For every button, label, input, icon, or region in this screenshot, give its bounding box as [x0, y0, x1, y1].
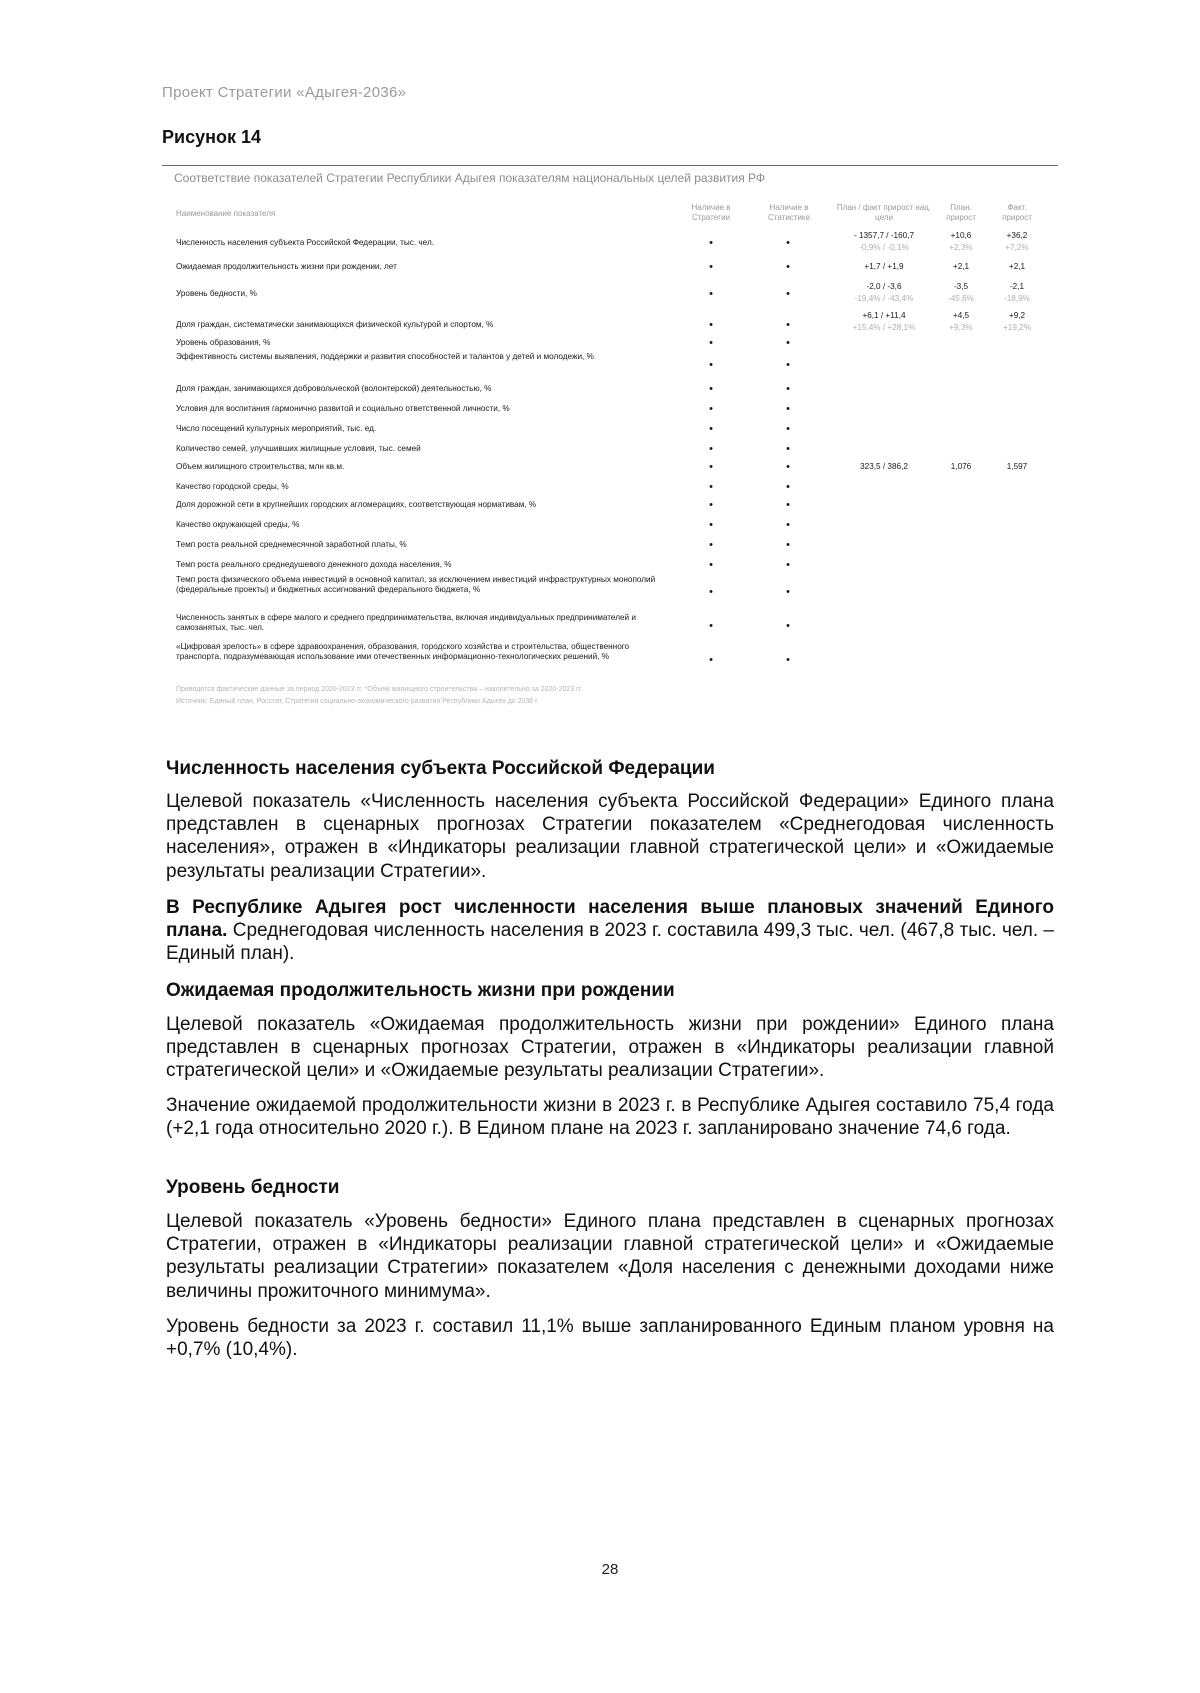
row-label: Численность населения субъекта Российской Федерации, тыс. чел.: [176, 238, 435, 247]
in-strategy-dot: •: [709, 499, 713, 511]
in-statistics-dot: •: [786, 237, 790, 249]
in-strategy-dot: •: [709, 654, 713, 666]
fact-percent: +7,2%: [1005, 243, 1029, 252]
in-strategy-dot: •: [709, 423, 713, 435]
in-statistics-dot: •: [786, 319, 790, 331]
figure-caption: Соответствие показателей Стратегии Республики Адыгея показателям национальных целей развития РФ: [174, 171, 766, 185]
in-strategy-dot: •: [709, 539, 713, 551]
figure-divider: [162, 165, 1058, 166]
row-label: Численность занятых в сфере малого и среднего предпринимательства, включая индивидуальных предпринимателей и самозанятых, тыс. чел.: [176, 613, 636, 632]
row-label: Уровень бедности, %: [176, 289, 257, 298]
in-strategy-dot: •: [709, 261, 713, 273]
in-statistics-dot: •: [786, 620, 790, 632]
row-label: Эффективность системы выявления, поддержки и развития способностей и талантов у детей и молодежи, %: [176, 352, 594, 361]
in-strategy-dot: •: [709, 359, 713, 371]
row-label: Доля граждан, систематически занимающихся физической культурой и спортом, %: [176, 320, 494, 329]
in-statistics-dot: •: [786, 586, 790, 598]
in-statistics-dot: •: [786, 461, 790, 473]
row-label: Уровень образования, %: [176, 338, 271, 347]
row-label: Темп роста реальной среднемесячной заработной платы, %: [176, 540, 407, 549]
section-title-poverty: Уровень бедности: [166, 1177, 340, 1198]
paragraph-poverty-2: Уровень бедности за 2023 г. составил 11,1% выше запланированного Единым планом уровня на +0,7% (10,4%).: [166, 1316, 1054, 1361]
section-title-life-expectancy: Ожидаемая продолжительность жизни при рождении: [166, 980, 675, 1001]
in-strategy-dot: •: [709, 519, 713, 531]
plan-fact-value: +1,7 / +1,9: [864, 262, 904, 271]
plan-fact-value: 323,5 / 386,2: [860, 462, 908, 471]
table-source: Источник: Единый план, Росстат, Стратегия социально-экономического развития Республики Адыгея до 2036 г.: [176, 698, 539, 705]
paragraph-poverty-1: Целевой показатель «Уровень бедности» Единого плана представлен в сценарных прогнозах Стратегии, отражен в «Индикаторы реализации главной стратегической цели» и «Ожидаемые результаты реализации Стратегии» показателем «Доля населения с денежными доходами ниже величины прожиточного минимума».: [166, 1211, 1054, 1302]
in-strategy-dot: •: [709, 586, 713, 598]
in-statistics-dot: •: [786, 423, 790, 435]
paragraph-population-2: [166, 896, 1054, 966]
in-strategy-dot: •: [709, 620, 713, 632]
row-label: Условия для воспитания гармонично развитой и социально ответственной личности, %: [176, 404, 510, 413]
plan-value: +10,6: [950, 231, 972, 240]
row-label: Качество городской среды, %: [176, 482, 289, 491]
in-statistics-dot: •: [786, 359, 790, 371]
in-statistics-dot: •: [786, 443, 790, 455]
in-strategy-dot: •: [709, 337, 713, 349]
plan-fact-percent: -19,4% / -43,4%: [854, 294, 914, 303]
plan-percent: +9,3%: [949, 323, 973, 332]
section-title-population: Численность населения субъекта Российской Федерации: [166, 758, 715, 779]
row-label: Объем жилищного строительства, млн кв.м.: [176, 462, 345, 471]
fact-value: +2,1: [1008, 262, 1026, 271]
col-header-in-statistics: Наличие в Статистике: [768, 203, 810, 222]
in-statistics-dot: •: [786, 288, 790, 300]
row-label: Доля дорожной сети в крупнейших городских агломерациях, соответствующая нормативам, %: [176, 500, 537, 509]
col-header-in-strategy: Наличие в Стратегии: [691, 203, 731, 222]
page-number: 28: [601, 1561, 619, 1578]
in-statistics-dot: •: [786, 654, 790, 666]
paragraph-life-expectancy-1: Целевой показатель «Ожидаемая продолжительность жизни при рождении» Единого плана представлен в сценарных прогнозах Стратегии, отражен в «Индикаторы реализации главной стратегической цели» и «Ожидаемые результаты реализации Стратегии».: [166, 1014, 1054, 1082]
in-strategy-dot: •: [709, 461, 713, 473]
in-statistics-dot: •: [786, 559, 790, 571]
in-strategy-dot: •: [709, 383, 713, 395]
row-label: Темп роста реального среднедушевого денежного дохода населения, %: [176, 560, 452, 569]
plan-fact-value: - 1357,7 / -160,7: [853, 231, 915, 240]
in-statistics-dot: •: [786, 481, 790, 493]
row-label: «Цифровая зрелость» в сфере здравоохранения, образования, городского хозяйства и строительства, общественного транспорта, подразумевающая использование ими отечественных информационно-технологических решений, %: [176, 642, 630, 661]
paragraph-population-1: Целевой показатель «Численность населения субъекта Российской Федерации» Единого плана представлен в сценарных прогнозах Стратегии показателем «Среднегодовая численность населения», отражен в «Индикаторы реализации главной стратегической цели» и «Ожидаемые результаты реализации Стратегии».: [166, 791, 1054, 882]
fact-value: +36,2: [1006, 231, 1028, 240]
in-statistics-dot: •: [786, 519, 790, 531]
in-strategy-dot: •: [709, 481, 713, 493]
paragraph-population-2-rest: Среднегодовая численность населения в 2023 г. составила 499,3 тыс. чел. (467,8 тыс. чел. – Единый план).: [166, 920, 1054, 965]
fact-value: -2,1: [1009, 282, 1025, 291]
plan-fact-value: +6,1 / +11,4: [862, 311, 906, 320]
plan-percent: +2,3%: [949, 243, 973, 252]
in-strategy-dot: •: [709, 559, 713, 571]
in-strategy-dot: •: [709, 237, 713, 249]
in-statistics-dot: •: [786, 261, 790, 273]
table-note: Приводятся фактические данные за период 2020-2023 гг. *Объем жилищного строительства – накопительно за 2020-2023 гг.: [176, 686, 583, 693]
in-statistics-dot: •: [786, 337, 790, 349]
in-statistics-dot: •: [786, 403, 790, 415]
row-label: Доля граждан, занимающихся добровольческой (волонтерской) деятельностью, %: [176, 384, 492, 393]
paragraph-life-expectancy-2: Значение ожидаемой продолжительности жизни в 2023 г. в Республике Адыгея составило 75,4 года (+2,1 года относительно 2020 г.). В Едином плане на 2023 г. запланировано значение 74,6 года.: [166, 1095, 1054, 1140]
row-label: Ожидаемая продолжительность жизни при рождении, лет: [176, 262, 397, 271]
col-header-plan-fact: План / факт прирост нац. цели: [836, 203, 932, 222]
plan-value: +4,5: [952, 311, 970, 320]
in-statistics-dot: •: [786, 499, 790, 511]
plan-fact-value: -2,0 / -3,6: [866, 282, 902, 291]
col-header-name: Наименование показателя: [176, 209, 276, 218]
row-label: Число посещений культурных мероприятий, тыс. ед.: [176, 424, 377, 433]
paragraph-population-2-bold: В Республике Адыгея рост численности населения выше плановых значений Единого плана.: [166, 897, 1054, 942]
fact-percent: +19,2%: [1003, 323, 1031, 332]
fact-value: +9,2: [1008, 311, 1026, 320]
in-statistics-dot: •: [786, 383, 790, 395]
in-strategy-dot: •: [709, 403, 713, 415]
in-strategy-dot: •: [709, 319, 713, 331]
in-strategy-dot: •: [709, 288, 713, 300]
figure-label: Рисунок 14: [162, 127, 261, 147]
plan-fact-percent: -0,9% / -0,1%: [859, 243, 909, 252]
running-title: Проект Стратегии «Адыгея-2036»: [162, 84, 407, 101]
in-statistics-dot: •: [786, 539, 790, 551]
plan-fact-percent: +15,4% / +28,1%: [852, 323, 916, 332]
in-strategy-dot: •: [709, 443, 713, 455]
plan-percent: -45,6%: [948, 294, 974, 303]
fact-percent: -18,9%: [1004, 294, 1030, 303]
plan-value: -3,5: [953, 282, 969, 291]
plan-value: 1,076: [950, 462, 972, 471]
row-label: Количество семей, улучшивших жилищные условия, тыс. семей: [176, 444, 421, 453]
plan-value: +2,1: [952, 262, 970, 271]
row-label: Качество окружающей среды, %: [176, 520, 300, 529]
col-header-plan-growth: План. прирост: [946, 203, 976, 222]
fact-value: 1,597: [1006, 462, 1028, 471]
col-header-fact-growth: Факт. прирост: [1002, 203, 1032, 222]
row-label: Темп роста физического объема инвестиций в основной капитал, за исключением инвестиций инфраструктурных монополий (федеральные проекты) и бюджетных ассигнований федерального бюджета, %: [176, 575, 656, 594]
